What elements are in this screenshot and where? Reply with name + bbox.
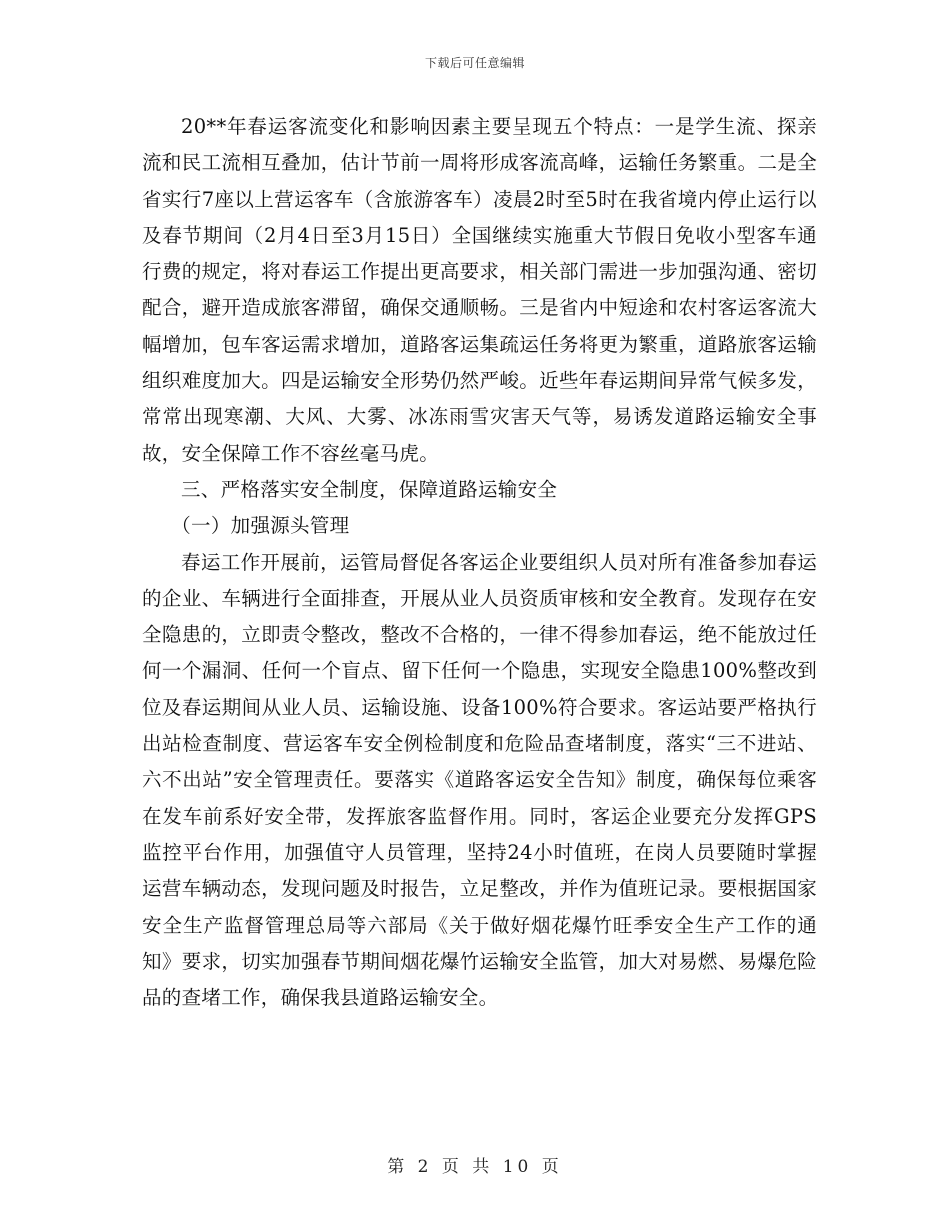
paragraph-source-management: 春运工作开展前，运管局督促各客运企业要组织人员对所有准备参加春运的企业、车辆进行全面排查，开展从业人员资质审核和安全教育。发现存在安全隐患的，立即责令整改，整改不合格的，一律不得参加春运，绝不能放过任何一个漏洞、任何一个盲点、留下任何一个隐患，实现安全隐患100%整改到位及春运期间从业人员、运输设施、设备100%符合要求。客运站要严格执行出站检查制度、营运客车安全例检制度和危险品查堵制度，落实“三不进站、六不出站”安全管理责任。要落实《道路客运安全告知》制度，确保每位乘客在发车前系好安全带，发挥旅客监督作用。同时，客运企业要充分发挥GPS监控平台作用，加强值守人员管理，坚持24小时值班，在岗人员要随时掌握运营车辆动态，发现问题及时报告，立足整改，并作为值班记录。要根据国家安全生产监督管理总局等六部局《关于做好烟花爆竹旺季安全生产工作的通知》要求，切实加强春节期间烟花爆竹运输安全监管，加大对易燃、易爆危险品的查堵工作，确保我县道路运输安全。 [142, 550, 817, 1010]
page-header: 下载后可任意编辑 [424, 56, 525, 70]
document-body [142, 109, 817, 1016]
page-footer: 第 2 页 共 10 页 [387, 1157, 563, 1177]
paragraph-characteristics: 20**年春运客流变化和影响因素主要呈现五个特点：一是学生流、探亲流和民工流相互叠加，估计节前一周将形成客流高峰，运输任务繁重。二是全省实行7座以上营运客车（含旅游客车）凌晨2时至5时在我省境内停止运行以及春节期间（2月4日至3月15日）全国继续实施重大节假日免收小型客车通行费的规定，将对春运工作提出更高要求，相关部门需进一步加强沟通、密切配合，避开造成旅客滞留，确保交通顺畅。三是省内中短途和农村客运客流大幅增加，包车客运需求增加，道路客运集疏运任务将更为繁重，道路旅客运输组织难度加大。四是运输安全形势仍然严峻。近些年春运期间异常气候多发，常常出现寒潮、大风、大雾、冰冻雨雪灾害天气等，易诱发道路运输安全事故，安全保障工作不容丝毫马虎。 [142, 115, 817, 465]
subsection-heading: （一）加强源头管理 [171, 514, 350, 538]
section-heading: 三、严格落实安全制度，保障道路运输安全 [181, 477, 558, 501]
